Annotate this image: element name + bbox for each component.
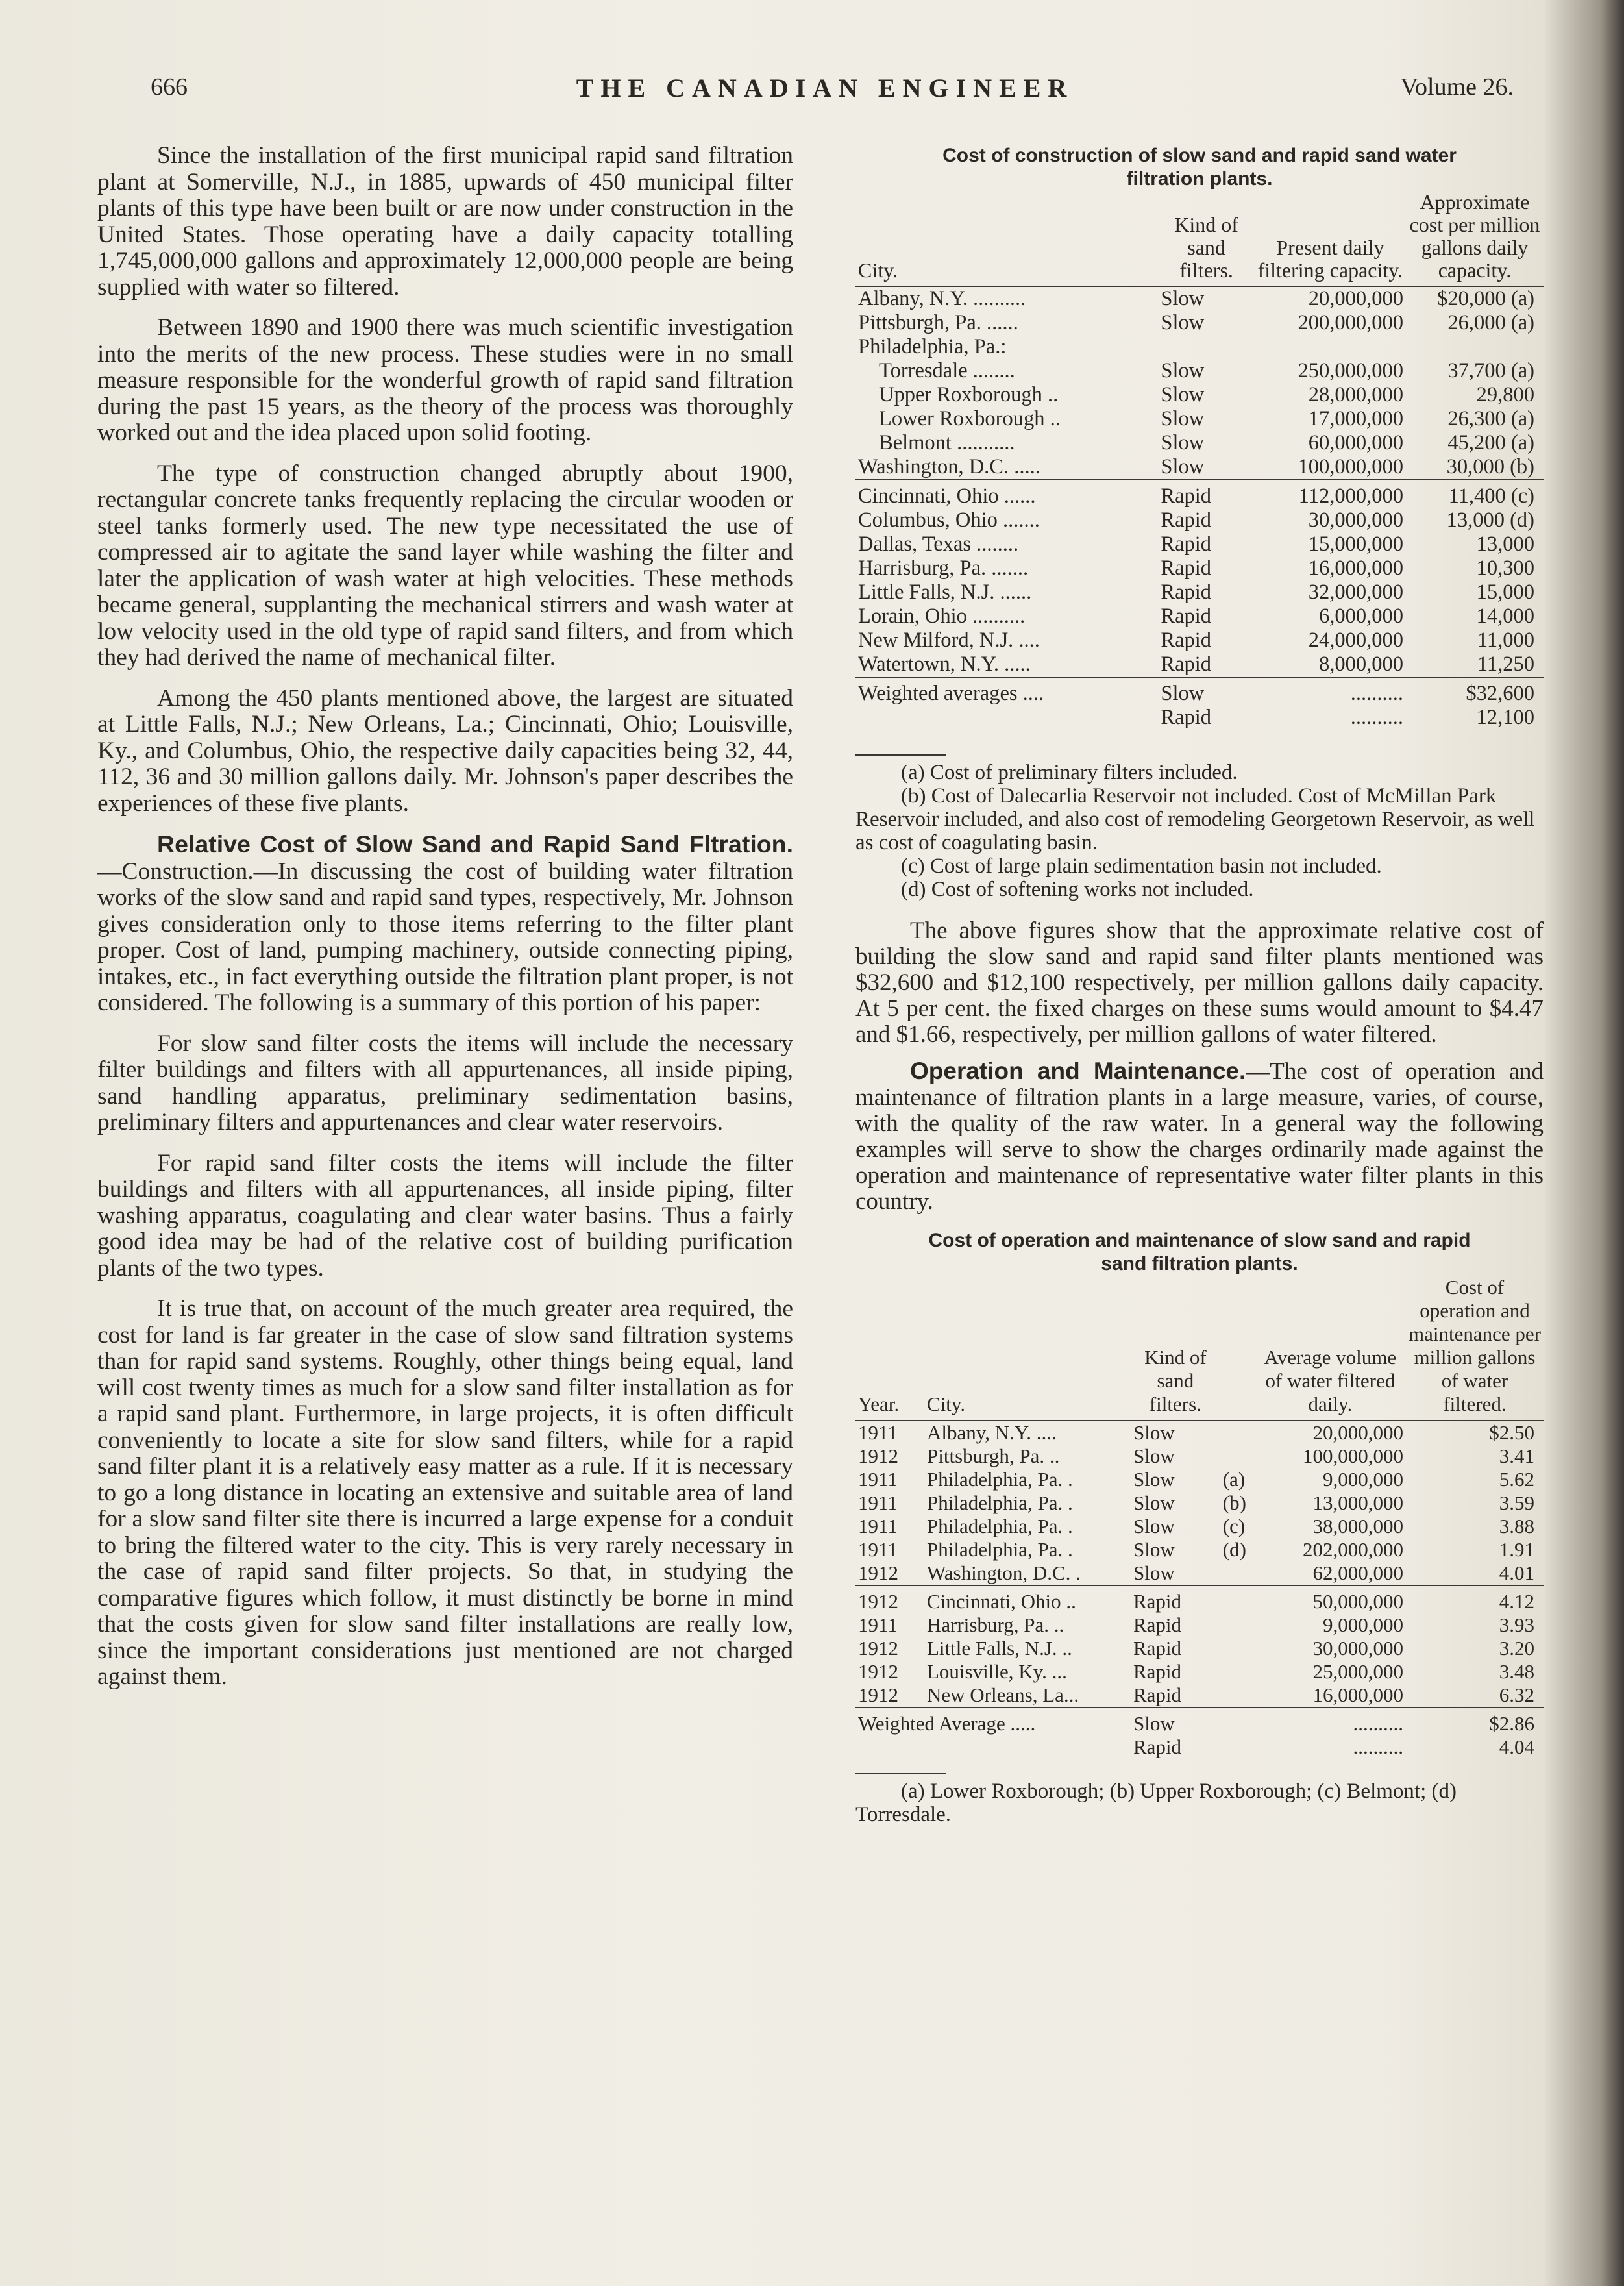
cost-cell: 4.01: [1499, 1561, 1534, 1584]
kind-cell: Rapid: [1161, 532, 1212, 556]
capacity-cell: 112,000,000: [1255, 480, 1406, 508]
city-cell: New Milford, N.J. ....: [858, 628, 1040, 652]
city-cell: Albany, N.Y. ....: [927, 1421, 1057, 1444]
kind-cell: Slow: [1133, 1538, 1175, 1561]
divider: [855, 754, 946, 756]
cost-cell: [1406, 335, 1544, 359]
table-row: [855, 1515, 1544, 1538]
city-cell: Harrisburg, Pa. .......: [858, 556, 1029, 580]
table-row: [855, 286, 1544, 311]
cost-cell: 3.88: [1499, 1515, 1534, 1537]
col-header-year: Year.: [855, 1276, 924, 1421]
col-header-note: [1220, 1276, 1255, 1421]
table-caption-line: sand filtration plants.: [1101, 1253, 1298, 1274]
cost-cell: 6.32: [1499, 1683, 1534, 1706]
table-row: [855, 1491, 1544, 1515]
col-header-cost: Cost of operation and maintenance per million gallons of water filtered.: [1406, 1276, 1544, 1421]
footnote: (a) Lower Roxborough; (b) Upper Roxborough; (c) Belmont; (d) Torresdale.: [855, 1780, 1457, 1826]
cost-cell: 26,000 (a): [1447, 311, 1534, 334]
average-row: [855, 1735, 1544, 1759]
city-cell: Little Falls, N.J. ......: [858, 580, 1032, 604]
kind-cell: Slow: [1133, 1468, 1175, 1491]
kind-cell: Slow: [1161, 287, 1205, 310]
cost-cell: 13,000: [1476, 532, 1534, 556]
table-row: [855, 1637, 1544, 1660]
city-cell: Cincinnati, Ohio ......: [855, 480, 1158, 508]
cost-cell: 11,250: [1477, 652, 1534, 676]
section-heading: Relative Cost of Slow Sand and Rapid Sand Fltration.: [157, 830, 793, 858]
cost-cell: 14,000: [1476, 604, 1534, 628]
col-header-kind: Kind of sand filters.: [1131, 1276, 1220, 1421]
volume-cell: 62,000,000: [1312, 1561, 1403, 1584]
capacity-cell: 17,000,000: [1308, 407, 1403, 430]
volume-cell: 30,000,000: [1312, 1637, 1403, 1659]
paragraph-text: —The cost of operation and maintenance of filtration plants in a large measure, varies, of course, with the quality of the raw water. In a general way the following examples will serve to show the charges ordinarily made against the operation and maintenance of representative water filter plants in this country.: [855, 1058, 1544, 1215]
note-cell: [1220, 1683, 1255, 1708]
table-row: [855, 1660, 1544, 1683]
cost-cell: 3.20: [1499, 1637, 1534, 1659]
volume-cell: ..........: [1353, 1735, 1403, 1758]
note-cell: [1220, 1660, 1255, 1683]
city-cell: Belmont ...........: [879, 431, 1015, 454]
section-heading: Operation and Maintenance.: [910, 1058, 1246, 1084]
table-row: [855, 480, 1544, 508]
kind-cell: Rapid: [1161, 580, 1212, 604]
table-row: [855, 1613, 1544, 1637]
cost-cell: 3.59: [1499, 1491, 1534, 1514]
year-cell: 1911: [858, 1538, 898, 1561]
table1-notes: [855, 754, 1544, 901]
note-cell: [1220, 1735, 1255, 1759]
table-row: [855, 383, 1544, 407]
footnote: (d) Cost of softening works not included.: [901, 878, 1254, 901]
table-row: [855, 335, 1544, 359]
capacity-cell: ..........: [1350, 706, 1403, 729]
volume-cell: 50,000,000: [1255, 1585, 1406, 1613]
col-header-volume: Average volume of water filtered daily.: [1255, 1276, 1406, 1421]
volume-cell: 25,000,000: [1312, 1660, 1403, 1683]
table-row: [855, 1683, 1544, 1708]
city-cell: Philadelphia, Pa. .: [927, 1515, 1073, 1537]
cost-cell: 12,100: [1476, 706, 1534, 729]
cost-cell: 1.91: [1499, 1538, 1534, 1561]
table-caption-line: Cost of operation and maintenance of slow sand and rapid: [928, 1230, 1471, 1251]
kind-cell: Rapid: [1161, 556, 1212, 580]
paragraph-text: —Construction.—In discussing the cost of building water filtration works of the slow sand and rapid sand types, respectively, Mr. Johnson gives consideration only to those items referring to the filter plant proper. Cost of land, pumping machinery, outside connecting piping, intakes, etc., in fact everything outside the filtration plant proper, is not considered. The following is a summary of this portion of his paper:: [97, 858, 793, 1016]
kind-cell: Slow: [1158, 677, 1254, 706]
cost-cell: $2.50: [1489, 1421, 1534, 1444]
year-cell: 1911: [858, 1515, 898, 1537]
table-row: [855, 359, 1544, 383]
cost-cell: 3.48: [1499, 1660, 1534, 1683]
cost-cell: $20,000 (a): [1437, 287, 1534, 310]
cost-cell: 3.41: [1499, 1445, 1534, 1467]
operation-cost-table: [855, 1276, 1544, 1759]
footnote: (c) Cost of large plain sedimentation basin not included.: [901, 854, 1382, 878]
year-cell: 1912: [855, 1585, 924, 1613]
table-row: [855, 556, 1544, 580]
average-label-cell: Weighted Average .....: [855, 1708, 1131, 1735]
note-cell: [1220, 1561, 1255, 1585]
city-cell: Torresdale ........: [879, 359, 1015, 382]
year-cell: 1912: [858, 1683, 898, 1706]
volume-cell: ..........: [1255, 1708, 1406, 1735]
paragraph: The type of construction changed abruptly about 1900, rectangular concrete tanks frequently replacing the circular wooden or steel tanks formerly used. The new type necessitated the use of compressed air to agitate the sand layer while washing the filter and later the application of wash water at high velocities. These methods became general, supplanting the mechanical stirrers and wash water at low velocity used in the old type of rapid sand filters, and from which they had derived the name of mechanical filter.: [97, 460, 793, 671]
kind-cell: Rapid: [1161, 706, 1212, 729]
capacity-cell: 28,000,000: [1308, 383, 1403, 406]
city-cell: Pittsburgh, Pa. ......: [858, 311, 1018, 334]
note-cell: (d): [1222, 1538, 1246, 1561]
cost-cell: 4.04: [1499, 1735, 1534, 1758]
note-cell: (b): [1222, 1491, 1246, 1514]
volume-cell: 20,000,000: [1312, 1421, 1403, 1444]
cost-cell: 15,000: [1476, 580, 1534, 604]
note-cell: (c): [1222, 1515, 1246, 1537]
kind-cell: Rapid: [1161, 508, 1212, 532]
cost-cell: 29,800: [1476, 383, 1534, 406]
table1-caption: [855, 144, 1544, 191]
capacity-cell: 30,000,000: [1308, 508, 1403, 532]
col-header-city: City.: [924, 1276, 1131, 1421]
cost-cell: 30,000 (b): [1446, 455, 1534, 478]
note-cell: [1220, 1445, 1255, 1468]
city-cell: Washington, D.C. .....: [858, 455, 1040, 478]
city-cell: Dallas, Texas ........: [858, 532, 1019, 556]
city-cell: Philadelphia, Pa.:: [858, 335, 1007, 358]
construction-cost-table: [855, 191, 1544, 730]
col-header-city: City.: [855, 191, 1158, 286]
cost-cell: $32,600: [1406, 677, 1544, 706]
city-cell: Philadelphia, Pa. .: [927, 1538, 1073, 1561]
kind-cell: Slow: [1133, 1421, 1175, 1444]
table-row: [855, 508, 1544, 532]
average-row: [855, 677, 1544, 706]
city-cell: Washington, D.C. .: [927, 1561, 1081, 1584]
kind-cell: Slow: [1131, 1708, 1220, 1735]
average-row: [855, 706, 1544, 730]
kind-cell: Slow: [1161, 311, 1205, 334]
volume-cell: 38,000,000: [1312, 1515, 1403, 1537]
kind-cell: Rapid: [1161, 604, 1212, 628]
city-cell: Lorain, Ohio ..........: [858, 604, 1026, 628]
kind-cell: [1158, 335, 1254, 359]
col-header-cost: Approximate cost per million gallons daily capacity.: [1406, 191, 1544, 286]
kind-cell: Rapid: [1133, 1735, 1182, 1758]
volume-cell: 9,000,000: [1322, 1468, 1403, 1491]
city-cell: Philadelphia, Pa. .: [927, 1491, 1073, 1514]
capacity-cell: 16,000,000: [1308, 556, 1403, 580]
capacity-cell: 6,000,000: [1318, 604, 1403, 628]
col-header-capacity: Present daily filtering capacity.: [1255, 191, 1406, 286]
paragraph: It is true that, on account of the much greater area required, the cost for land is far greater in the case of slow sand filtration systems than for rapid sand systems. Roughly, other things being equal, land will cost twenty times as much for a slow sand filter installation as for a rapid sand plant. Furthermore, in large projects, it is often difficult conveniently to locate a site for slow sand filters, while for a rapid sand filter plant it is a relatively easy matter as a rule. If it is necessary to go a long distance in locating an extensive and suitable area of land for a slow sand filter site there is incurred a large expense for a conduit to bring the filtered water to the city. This is very rarely necessary in the case of rapid sand filter projects. So that, in studying the comparative figures which follow, it must distinctly be borne in mind that the costs given for slow sand filter installations are really low, since the important considerations just mentioned are not charged against them.: [97, 1295, 793, 1690]
city-cell: Lower Roxborough ..: [879, 407, 1061, 430]
kind-cell: Rapid: [1131, 1585, 1220, 1613]
year-cell: 1912: [858, 1660, 898, 1683]
year-cell: 1911: [858, 1468, 898, 1491]
page-number: 666: [151, 73, 188, 101]
capacity-cell: 20,000,000: [1308, 287, 1403, 310]
table-caption-line: Cost of construction of slow sand and rapid sand water: [942, 145, 1457, 166]
table-row: [855, 431, 1544, 455]
cost-cell: 37,700 (a): [1447, 359, 1534, 382]
kind-cell: Slow: [1161, 407, 1205, 430]
note-cell: [1220, 1613, 1255, 1637]
average-label-cell: [855, 1735, 1131, 1759]
cost-cell: 3.93: [1499, 1613, 1534, 1636]
kind-cell: Rapid: [1133, 1637, 1182, 1659]
year-cell: 1912: [858, 1445, 898, 1467]
journal-title: THE CANADIAN ENGINEER: [576, 73, 1074, 103]
cost-cell: 11,400 (c): [1406, 480, 1544, 508]
paragraph: For rapid sand filter costs the items will include the filter buildings and filters with all appurtenances, all inside piping, filter washing apparatus, coagulating and clear water basins. Thus a fairly good idea may be had of the relative cost of building purification plants of the two types.: [97, 1149, 793, 1282]
capacity-cell: 24,000,000: [1308, 628, 1403, 652]
right-column: [855, 144, 1544, 1826]
city-cell: Cincinnati, Ohio ..: [924, 1585, 1131, 1613]
cost-cell: 11,000: [1477, 628, 1534, 652]
table-row: [855, 604, 1544, 628]
capacity-cell: ..........: [1255, 677, 1406, 706]
capacity-cell: 60,000,000: [1308, 431, 1403, 454]
volume-cell: 16,000,000: [1312, 1683, 1403, 1706]
table-row: [855, 455, 1544, 480]
table-row: [855, 628, 1544, 652]
left-column: [97, 143, 793, 1705]
capacity-cell: 200,000,000: [1298, 311, 1403, 334]
year-cell: 1912: [858, 1561, 898, 1584]
table-row: [855, 1445, 1544, 1468]
paragraph: Since the installation of the first municipal rapid sand filtration plant at Somerville, N.J., in 1885, upwards of 450 municipal filter plants of this type have been built or are now under construction in the United States. Those operating have a daily capacity totalling 1,745,000,000 gallons and approximately 12,000,000 people are being supplied with water so filtered.: [97, 142, 793, 301]
note-cell: [1220, 1585, 1255, 1613]
kind-cell: Slow: [1161, 455, 1205, 478]
footnote: (a) Cost of preliminary filters included.: [901, 761, 1238, 784]
capacity-cell: 8,000,000: [1318, 652, 1403, 676]
cost-cell: 5.62: [1499, 1468, 1534, 1491]
table-row: [855, 407, 1544, 431]
city-cell: Louisville, Ky. ...: [927, 1660, 1067, 1683]
col-header-kind: Kind of sand filters.: [1158, 191, 1254, 286]
year-cell: 1911: [858, 1491, 898, 1514]
kind-cell: Rapid: [1158, 480, 1254, 508]
footnote: (b) Cost of Dalecarlia Reservoir not included. Cost of McMillan Park Reservoir included, and also cost of remodeling Georgetown Reservoir, as well as cost of coagulating basin.: [855, 784, 1535, 854]
kind-cell: Rapid: [1161, 652, 1212, 676]
capacity-cell: [1255, 335, 1406, 359]
table2-notes: [855, 1773, 1544, 1826]
cost-cell: 45,200 (a): [1447, 431, 1534, 454]
cost-cell: $2.86: [1406, 1708, 1544, 1735]
year-cell: 1911: [858, 1613, 898, 1636]
paragraph: Between 1890 and 1900 there was much scientific investigation into the merits of the new process. These studies were in no small measure responsible for the wonderful growth of rapid sand filtration during the past 15 years, as the theory of the process was thoroughly worked out and the idea placed upon solid footing.: [97, 314, 793, 446]
volume-cell: 13,000,000: [1312, 1491, 1403, 1514]
table2-caption: [855, 1229, 1544, 1276]
table-row: [855, 1421, 1544, 1445]
cost-cell: 4.12: [1406, 1585, 1544, 1613]
table-row: [855, 1585, 1544, 1613]
cost-cell: 26,300 (a): [1447, 407, 1534, 430]
kind-cell: Slow: [1161, 431, 1205, 454]
average-row: [855, 1708, 1544, 1735]
kind-cell: Slow: [1133, 1561, 1175, 1584]
volume-cell: 9,000,000: [1322, 1613, 1403, 1636]
capacity-cell: 250,000,000: [1298, 359, 1403, 382]
kind-cell: Slow: [1161, 383, 1205, 406]
cost-cell: 13,000 (d): [1446, 508, 1534, 532]
capacity-cell: 100,000,000: [1298, 455, 1403, 478]
city-cell: Upper Roxborough ..: [879, 383, 1059, 406]
table-row: [855, 1561, 1544, 1585]
year-cell: 1911: [858, 1421, 898, 1444]
table-row: [855, 311, 1544, 335]
table-row: [855, 652, 1544, 677]
average-label-cell: Weighted averages ....: [855, 677, 1158, 706]
city-cell: Harrisburg, Pa. ..: [927, 1613, 1064, 1636]
paragraph: [97, 831, 793, 1017]
kind-cell: Slow: [1133, 1445, 1175, 1467]
paragraph: For slow sand filter costs the items will include the necessary filter buildings and filters with all appurtenances, all inside piping, sand handling apparatus, preliminary sedimentation basins, preliminary filters and appurtenances and clear water reservoirs.: [97, 1030, 793, 1136]
city-cell: Pittsburgh, Pa. ..: [927, 1445, 1060, 1467]
note-cell: [1220, 1421, 1255, 1445]
note-cell: (a): [1222, 1468, 1246, 1491]
paragraph: The above figures show that the approximate relative cost of building the slow sand and rapid sand filter plants mentioned was $32,600 and $12,100 respectively, per million gallons daily capacity. At 5 per cent. the fixed charges on these sums would amount to $4.47 and $1.66, respectively, per million gallons of water filtered.: [855, 917, 1544, 1048]
kind-cell: Rapid: [1133, 1683, 1182, 1706]
average-label-cell: [855, 706, 1158, 730]
city-cell: Philadelphia, Pa. .: [927, 1468, 1073, 1491]
divider: [855, 1773, 946, 1774]
volume-label: Volume 26.: [1400, 73, 1514, 101]
table-row: [855, 532, 1544, 556]
volume-cell: 100,000,000: [1302, 1445, 1403, 1467]
table-row: [855, 1468, 1544, 1491]
year-cell: 1912: [858, 1637, 898, 1659]
table-caption-line: filtration plants.: [1126, 168, 1273, 190]
kind-cell: Rapid: [1161, 628, 1212, 652]
volume-cell: 202,000,000: [1302, 1538, 1403, 1561]
capacity-cell: 15,000,000: [1308, 532, 1403, 556]
kind-cell: Rapid: [1133, 1613, 1182, 1636]
cost-cell: 10,300: [1476, 556, 1534, 580]
paragraph: Among the 450 plants mentioned above, the largest are situated at Little Falls, N.J.; New Orleans, La.; Cincinnati, Ohio; Louisville, Ky., and Columbus, Ohio, the respective daily capacities being 32, 44, 112, 36 and 30 million gallons daily. Mr. Johnson's paper describes the experiences of these five plants.: [97, 684, 793, 817]
note-cell: [1220, 1708, 1255, 1735]
table-row: [855, 1538, 1544, 1561]
city-cell: Little Falls, N.J. ..: [927, 1637, 1072, 1659]
kind-cell: Slow: [1133, 1515, 1175, 1537]
city-cell: New Orleans, La...: [927, 1683, 1079, 1706]
city-cell: Columbus, Ohio .......: [858, 508, 1040, 532]
table-row: [855, 580, 1544, 604]
kind-cell: Rapid: [1133, 1660, 1182, 1683]
kind-cell: Slow: [1133, 1491, 1175, 1514]
kind-cell: Slow: [1161, 359, 1205, 382]
paragraph: [855, 1058, 1544, 1215]
note-cell: [1220, 1637, 1255, 1660]
capacity-cell: 32,000,000: [1308, 580, 1403, 604]
city-cell: Watertown, N.Y. .....: [858, 652, 1031, 676]
city-cell: Albany, N.Y. ..........: [858, 287, 1026, 310]
